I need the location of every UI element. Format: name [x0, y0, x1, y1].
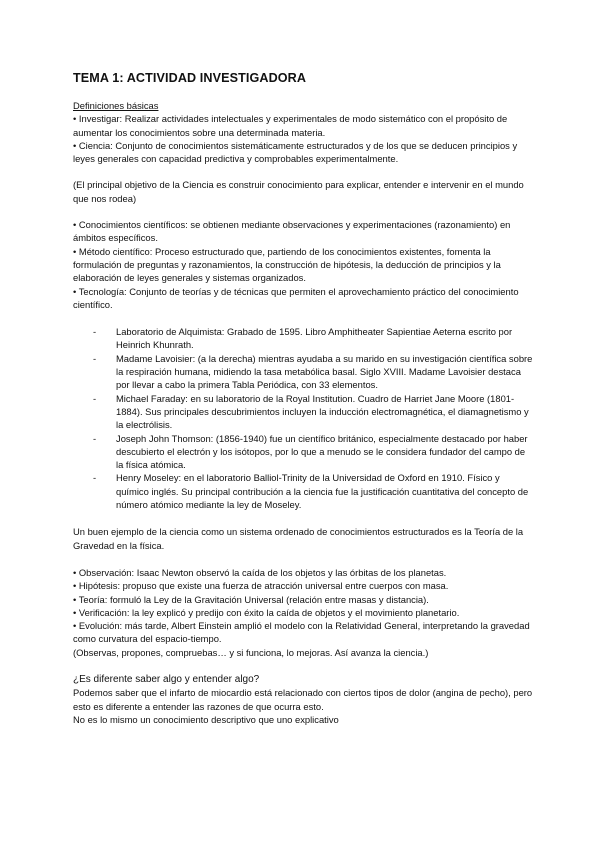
step-hipotesis: • Hipótesis: propuso que existe una fuerza de atracción universal entre cuerpos con masa.: [73, 580, 449, 592]
list-item: - Henry Moseley: en el laboratorio Balliol-Trinity de la Universidad de Oxford en 1910. Físico y químico inglés. Su principal contribución a la ciencia fue la justificación cuantitativa del concepto de número atómico mediante la ley de Moseley.: [93, 471, 533, 511]
concept-metodo: • Método científico: Proceso estructurado que, partiendo de los conocimientos existentes, fomenta la formulación de preguntas y razonamientos, la construcción de hipótesis, la deducción de principios y la elaboración de leyes generales y sistemas organizados.: [73, 245, 501, 284]
list-item: - Laboratorio de Alquimista: Grabado de 1595. Libro Amphitheater Sapientiae Aeterna escrito por Heinrich Khunrath.: [93, 325, 533, 352]
list-item: - Joseph John Thomson: (1856-1940) fue un científico británico, especialmente destacado por haber descubierto el electrón y los isótopos, por lo que a menudo se le considera fundador del campo de la física atómica.: [93, 432, 533, 472]
figures-list: [73, 325, 533, 511]
question-text: Podemos saber que el infarto de miocardio está relacionado con ciertos tipos de dolor (angina de pecho), pero esto es diferente a entender las razones de que ocurra esto.: [73, 687, 533, 712]
science-objective: (El principal objetivo de la Ciencia es construir conocimiento para explicar, entender e intervenir en el mundo que nos rodea): [73, 179, 524, 204]
definition-investigar: • Investigar: Realizar actividades intelectuales y experimentales de modo sistemático con el propósito de aumentar los conocimientos sobre una determinada materia.: [73, 113, 508, 138]
document-body: [73, 70, 533, 726]
step-verificacion: • Verificación: la ley explicó y predijo con éxito la caída de objetos y el movimiento planetario.: [73, 606, 460, 618]
science-summary: (Observas, propones, compruebas… y si funciona, lo mejoras. Así avanza la ciencia.): [73, 646, 429, 658]
page-title: TEMA 1: ACTIVIDAD INVESTIGADORA: [73, 71, 307, 85]
list-item: - Michael Faraday: en su laboratorio de la Royal Institution. Cuadro de Harriet Jane Moore (1801-1884). Sus principales descubrimientos incluyen la inducción electromagnética, el diamagnetismo y la electrólisis.: [93, 392, 533, 432]
step-teoria: • Teoría: formuló la Ley de la Gravitación Universal (relación entre masas y distancia).: [73, 593, 429, 605]
question-heading: ¿Es diferente saber algo y entender algo?: [73, 673, 260, 685]
concept-conocimientos: • Conocimientos científicos: se obtienen mediante observaciones y experimentaciones (razonamiento) en ámbitos específicos.: [73, 219, 511, 244]
concept-tecnologia: • Tecnología: Conjunto de teorías y de técnicas que permiten el aprovechamiento práctico del conocimiento científico.: [73, 285, 519, 310]
step-evolucion: • Evolución: más tarde, Albert Einstein amplió el modelo con la Relatividad General, interpretando la gravedad como curvatura del espacio-tiempo.: [73, 620, 530, 645]
list-item: - Madame Lavoisier: (a la derecha) mientras ayudaba a su marido en su investigación científica sobre la respiración humana, midiendo la tasa metabólica basal. Siglo XVIII. Madame Lavoisier destaca por llevar a cabo la primera Tabla Periódica, con 33 elementos.: [93, 352, 533, 392]
gravity-example-intro: Un buen ejemplo de la ciencia como un sistema ordenado de conocimientos estructurados es la Teoría de la Gravedad en la física.: [73, 526, 524, 551]
definitions-heading: Definiciones básicas: [73, 100, 159, 111]
question-conclusion: No es lo mismo un conocimiento descriptivo que uno explicativo: [73, 713, 339, 725]
step-observacion: • Observación: Isaac Newton observó la caída de los objetos y las órbitas de los planetas.: [73, 566, 447, 578]
definition-ciencia: • Ciencia: Conjunto de conocimientos sistemáticamente estructurados y de los que se deducen principios y leyes generales con capacidad predictiva y comprobables experimentalmente.: [73, 139, 518, 165]
